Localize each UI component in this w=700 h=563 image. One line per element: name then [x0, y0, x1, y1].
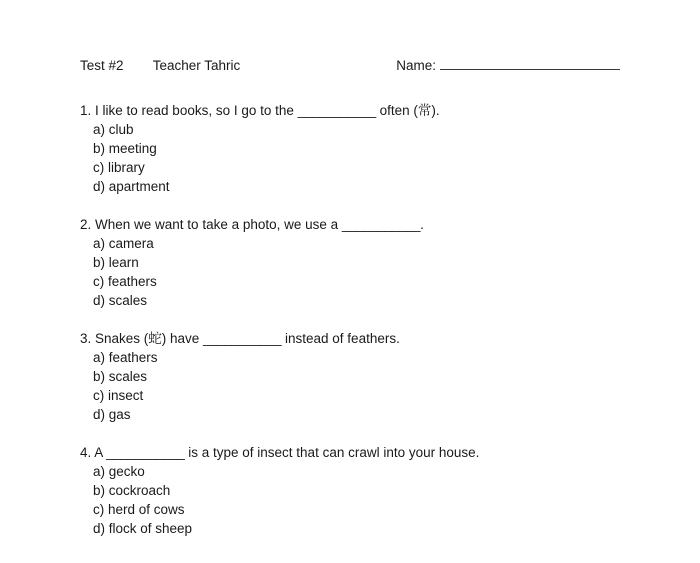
question-number: 2. — [80, 217, 92, 232]
question-text-before: I like to read books, so I go to the — [91, 103, 298, 118]
option-item-c[interactable]: c) feathers — [93, 274, 157, 289]
answer-blank[interactable]: ___________ — [341, 217, 421, 232]
question-text-before: When we want to take a photo, we use a — [91, 217, 342, 232]
option-item-a[interactable]: a) club — [93, 122, 134, 137]
option-item-a[interactable]: a) gecko — [93, 464, 145, 479]
question-block — [80, 215, 620, 310]
test-identifier: Test #2 — [80, 58, 124, 73]
question-text-before: Snakes (蛇) have — [91, 331, 204, 346]
option-item-c[interactable]: c) library — [93, 160, 145, 175]
question-block — [80, 329, 620, 424]
question-prompt — [80, 443, 620, 462]
option-item-d[interactable]: d) gas — [93, 407, 131, 422]
option-list — [80, 234, 620, 310]
option-item-a[interactable]: a) feathers — [93, 350, 158, 365]
option-item-c[interactable]: c) herd of cows — [93, 502, 185, 517]
option-item-d[interactable]: d) flock of sheep — [93, 521, 193, 536]
worksheet-header — [80, 56, 620, 75]
option-item-a[interactable]: a) camera — [93, 236, 154, 251]
question-number: 4. — [80, 445, 92, 460]
student-name-field[interactable] — [440, 57, 620, 70]
option-item-d[interactable]: d) apartment — [93, 179, 170, 194]
student-name-group — [396, 56, 620, 75]
option-item-b[interactable]: b) meeting — [93, 141, 157, 156]
question-number: 1. — [80, 103, 92, 118]
teacher-name: Teacher Tahric — [152, 58, 241, 73]
question-block — [80, 443, 620, 538]
question-text-before: A — [91, 445, 107, 460]
option-list — [80, 120, 620, 196]
student-name-label: Name: — [396, 58, 436, 73]
question-list — [80, 101, 620, 538]
question-prompt — [80, 101, 620, 120]
answer-blank[interactable]: ___________ — [203, 331, 282, 346]
question-prompt — [80, 215, 620, 234]
question-text-after: often (常). — [375, 103, 440, 118]
question-number: 3. — [80, 331, 92, 346]
option-list — [80, 348, 620, 424]
option-item-b[interactable]: b) learn — [93, 255, 139, 270]
question-block — [80, 101, 620, 196]
option-item-b[interactable]: b) scales — [93, 369, 148, 384]
question-prompt — [80, 329, 620, 348]
option-list — [80, 462, 620, 538]
question-text-after: is a type of insect that can crawl into your house. — [184, 445, 480, 460]
answer-blank[interactable]: ___________ — [297, 103, 376, 118]
option-item-c[interactable]: c) insect — [93, 388, 144, 403]
question-text-after: . — [420, 217, 424, 232]
answer-blank[interactable]: ___________ — [106, 445, 185, 460]
question-text-after: instead of feathers. — [281, 331, 400, 346]
option-item-b[interactable]: b) cockroach — [93, 483, 171, 498]
option-item-d[interactable]: d) scales — [93, 293, 148, 308]
